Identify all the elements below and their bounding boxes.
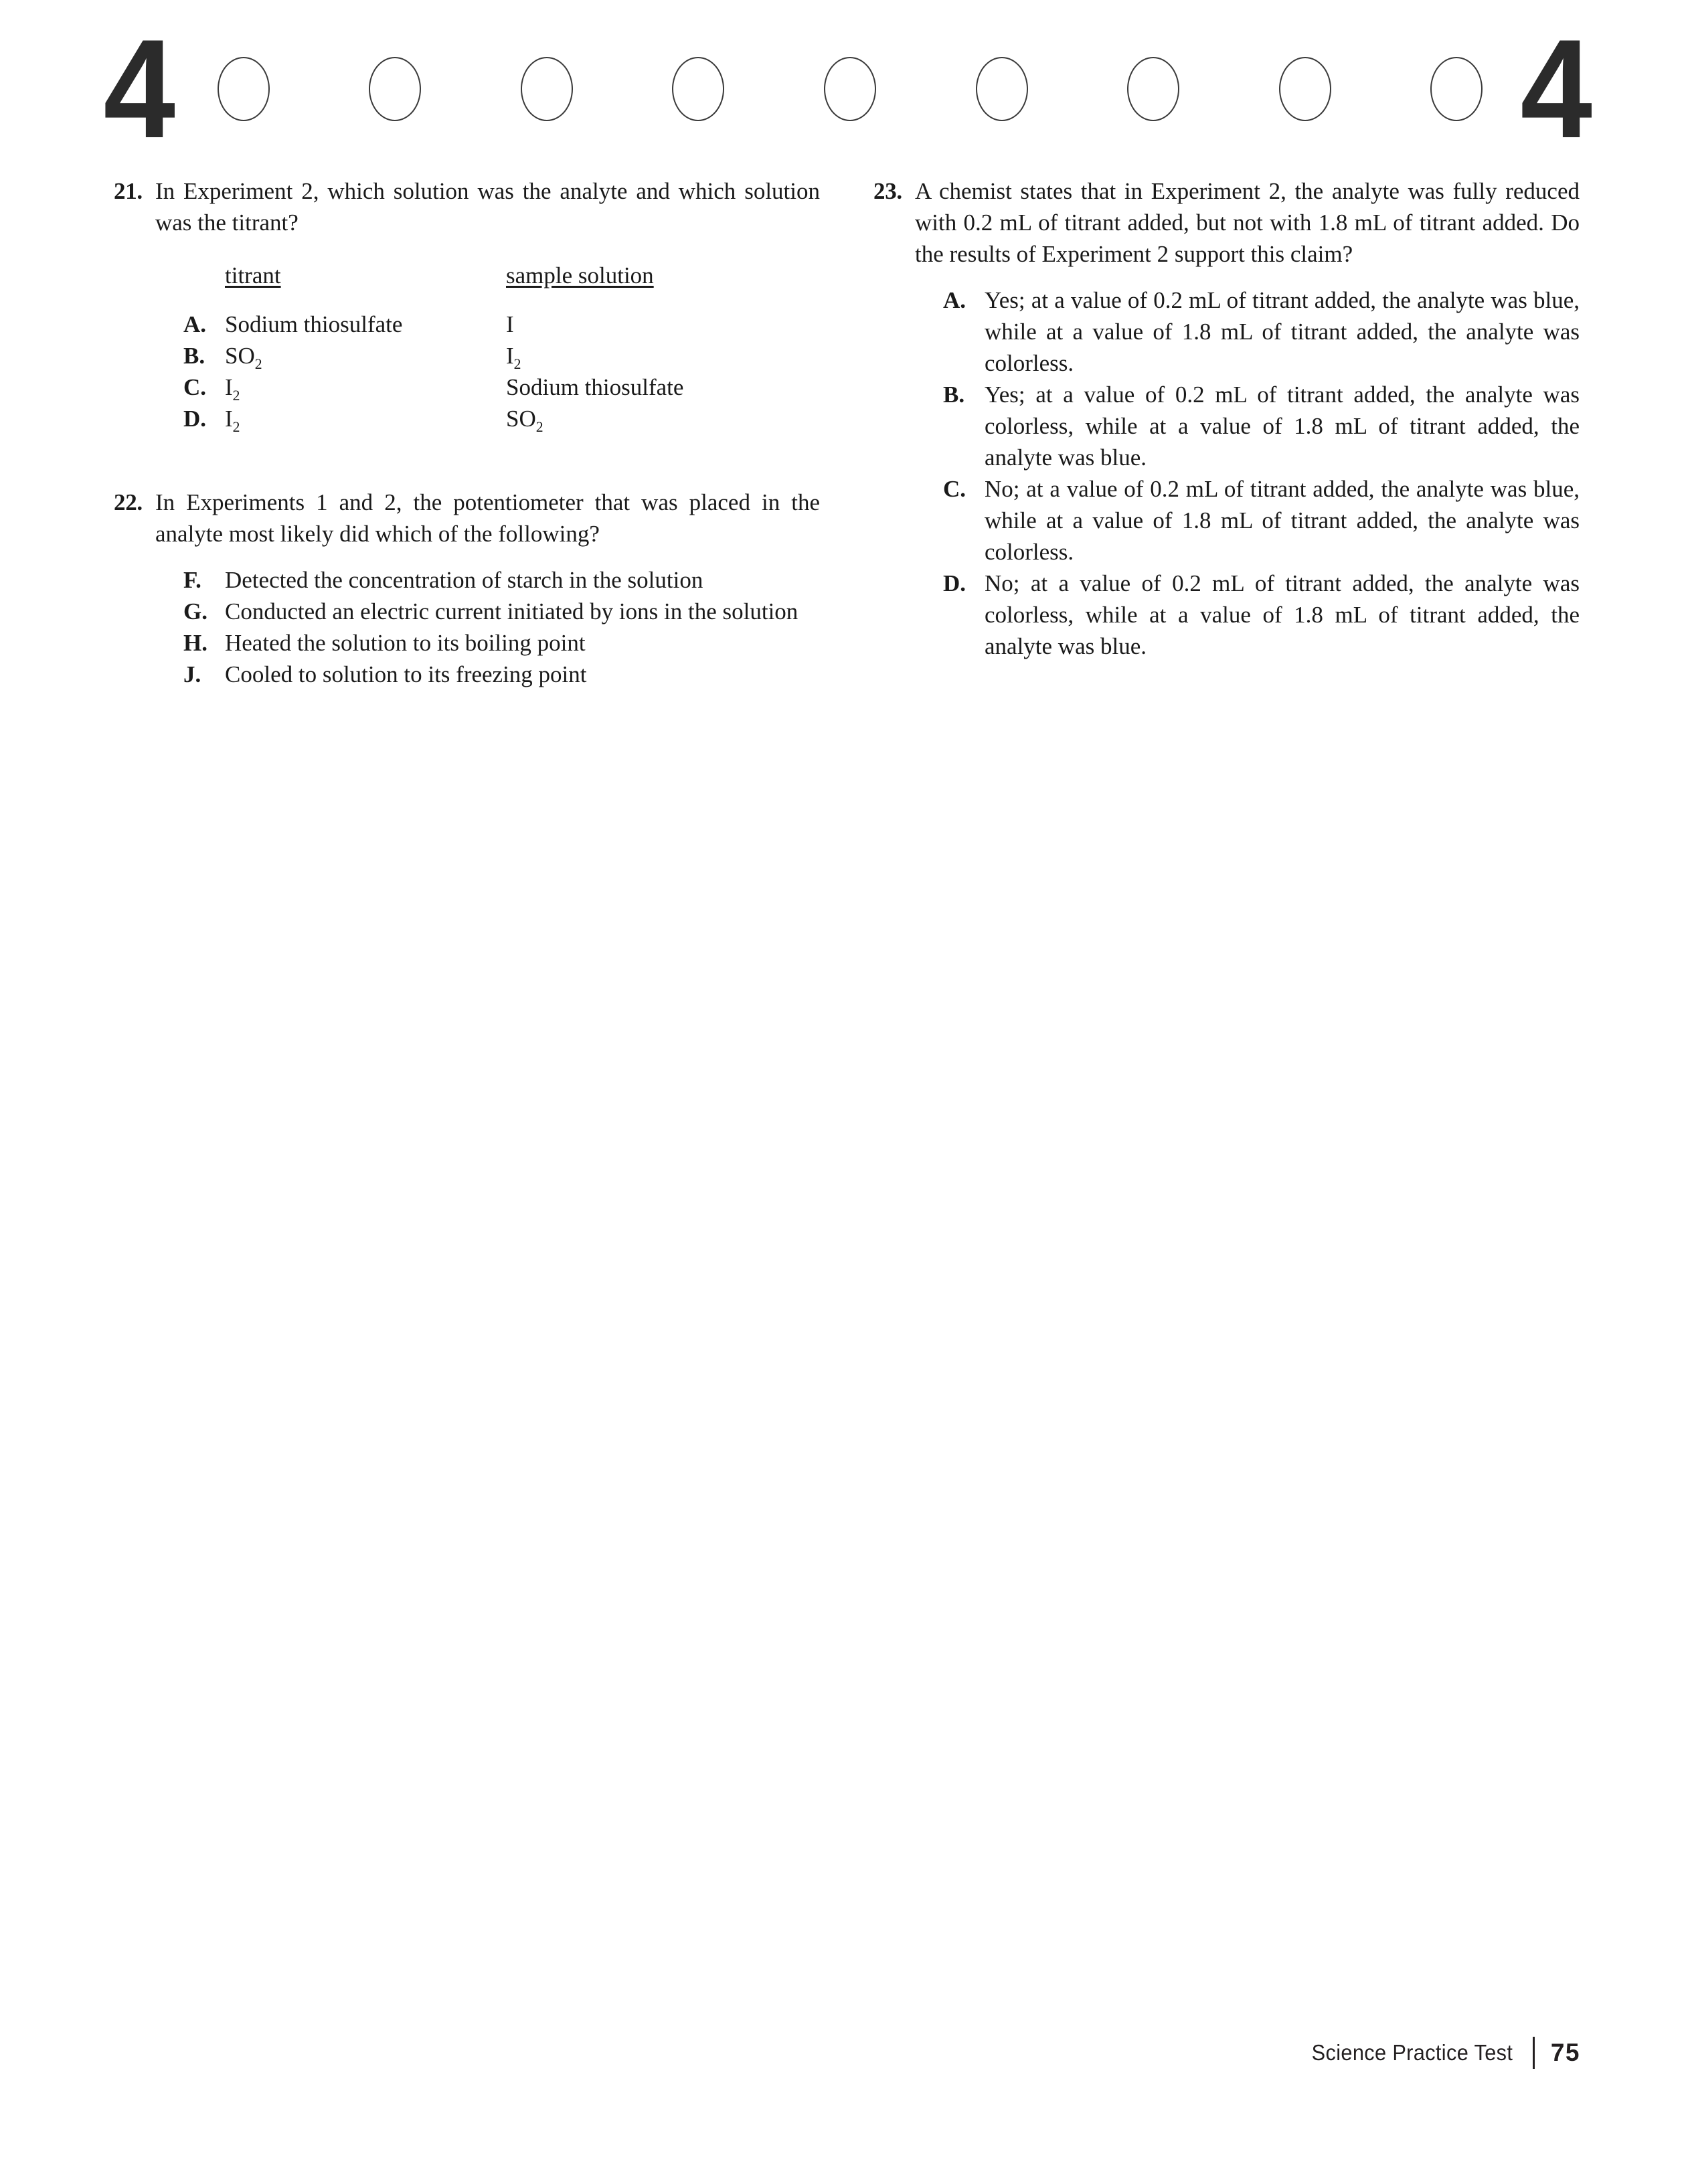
subscript: 2 xyxy=(254,356,262,373)
choice-d[interactable] xyxy=(943,568,1580,662)
choice-j[interactable] xyxy=(183,659,820,690)
choice-text: No; at a value of 0.2 mL of titrant added, the analyte was colorless, while at a value of 1.8 mL of titrant added, the analyte was blue. xyxy=(985,570,1580,659)
choice-c[interactable] xyxy=(943,473,1580,568)
question-body xyxy=(915,175,1580,662)
question-stem: In Experiments 1 and 2, the potentiometer that was placed in the analyte most likely did which of the following? xyxy=(155,489,820,547)
choice-text: Yes; at a value of 0.2 mL of titrant added, the analyte was blue, while at a value of 1.8 mL of titrant added, the analyte was colorless. xyxy=(985,287,1580,376)
choice-letter: G. xyxy=(183,598,207,624)
subscript: 2 xyxy=(232,388,240,404)
choice-b[interactable] xyxy=(943,379,1580,473)
question-number: 21. xyxy=(114,178,143,204)
question-23 xyxy=(873,175,1580,662)
question-number: 23. xyxy=(873,178,902,204)
section-number-left: 4 xyxy=(103,10,173,168)
answer-bubble[interactable] xyxy=(1127,57,1179,121)
footer-label: Science Practice Test xyxy=(1311,2040,1513,2065)
choice-list xyxy=(155,564,820,690)
choice-letter: J. xyxy=(183,661,201,687)
answer-bubble[interactable] xyxy=(824,57,876,121)
choice-sample-value: I xyxy=(506,311,514,337)
answer-bubble[interactable] xyxy=(521,57,573,121)
choice-letter: A. xyxy=(183,311,207,337)
choice-sample-value: $I_2$ xyxy=(506,343,521,373)
answer-row-b[interactable] xyxy=(183,340,820,371)
choice-titrant-value: $SO_2$ xyxy=(225,343,262,373)
spacer-cell xyxy=(183,260,225,291)
answer-bubble[interactable] xyxy=(1279,57,1331,121)
choice-text: Detected the concentration of starch in the solution xyxy=(225,567,703,593)
answer-row-a[interactable] xyxy=(183,309,820,340)
footer-divider xyxy=(1533,2037,1535,2069)
choice-text: Yes; at a value of 0.2 mL of titrant added, the analyte was colorless, while at a value of 1.8 mL of titrant added, the analyte was blue. xyxy=(985,382,1580,471)
choice-letter: F. xyxy=(183,567,201,593)
choice-g[interactable] xyxy=(183,596,820,627)
choice-letter: A. xyxy=(943,287,966,313)
answer-row-d[interactable] xyxy=(183,403,820,434)
choice-text: Conducted an electric current initiated by ions in the solution xyxy=(225,598,798,624)
page-footer xyxy=(1296,2037,1580,2069)
right-column xyxy=(873,175,1580,690)
answer-table xyxy=(183,260,820,434)
question-21 xyxy=(114,175,820,434)
page-header xyxy=(100,10,1593,168)
choice-h[interactable] xyxy=(183,627,820,659)
section-number-right: 4 xyxy=(1520,10,1590,168)
question-stem: A chemist states that in Experiment 2, the analyte was fully reduced with 0.2 mL of titrant added, but not with 1.8 mL of titrant added. Do the results of Experiment 2 support this claim? xyxy=(915,178,1580,267)
choice-letter: H. xyxy=(183,630,207,656)
choice-text: Heated the solution to its boiling point xyxy=(225,630,586,656)
choice-letter: C. xyxy=(183,374,207,400)
question-stem: In Experiment 2, which solution was the analyte and which solution was the titrant? xyxy=(155,178,820,236)
answer-bubble-row xyxy=(176,57,1517,121)
answer-bubble[interactable] xyxy=(976,57,1028,121)
question-spacer xyxy=(114,434,820,487)
question-22 xyxy=(114,487,820,690)
choice-text: Cooled to solution to its freezing point xyxy=(225,661,587,687)
choice-list xyxy=(915,284,1580,662)
answer-bubble[interactable] xyxy=(1430,57,1483,121)
answer-row-c[interactable] xyxy=(183,371,820,403)
column-header-sample-solution: sample solution xyxy=(506,262,654,288)
choice-f[interactable] xyxy=(183,564,820,596)
body-columns xyxy=(114,175,1580,690)
subscript: 2 xyxy=(535,419,543,436)
choice-titrant-value: $I_2$ xyxy=(225,406,240,436)
subscript: 2 xyxy=(232,419,240,436)
choice-titrant-value: $I_2$ xyxy=(225,374,240,404)
choice-a[interactable] xyxy=(943,284,1580,379)
choice-letter: B. xyxy=(183,343,205,369)
column-header-titrant: titrant xyxy=(225,262,281,288)
answer-table-header xyxy=(183,260,820,291)
choice-letter: D. xyxy=(183,406,207,432)
page-number: 75 xyxy=(1550,2039,1580,2066)
answer-bubble[interactable] xyxy=(218,57,270,121)
subscript: 2 xyxy=(513,356,521,373)
choice-letter: C. xyxy=(943,476,966,502)
choice-titrant-value: Sodium thiosulfate xyxy=(225,311,403,337)
answer-bubble[interactable] xyxy=(672,57,724,121)
choice-letter: D. xyxy=(943,570,966,596)
choice-text: No; at a value of 0.2 mL of titrant added, the analyte was blue, while at a value of 1.8 mL of titrant added, the analyte was colorless. xyxy=(985,476,1580,565)
left-column xyxy=(114,175,820,690)
answer-bubble[interactable] xyxy=(369,57,421,121)
choice-sample-value: Sodium thiosulfate xyxy=(506,374,684,400)
question-body xyxy=(155,175,820,434)
choice-letter: B. xyxy=(943,382,965,408)
choice-sample-value: $SO_2$ xyxy=(506,406,543,436)
question-number: 22. xyxy=(114,489,143,515)
question-body xyxy=(155,487,820,690)
